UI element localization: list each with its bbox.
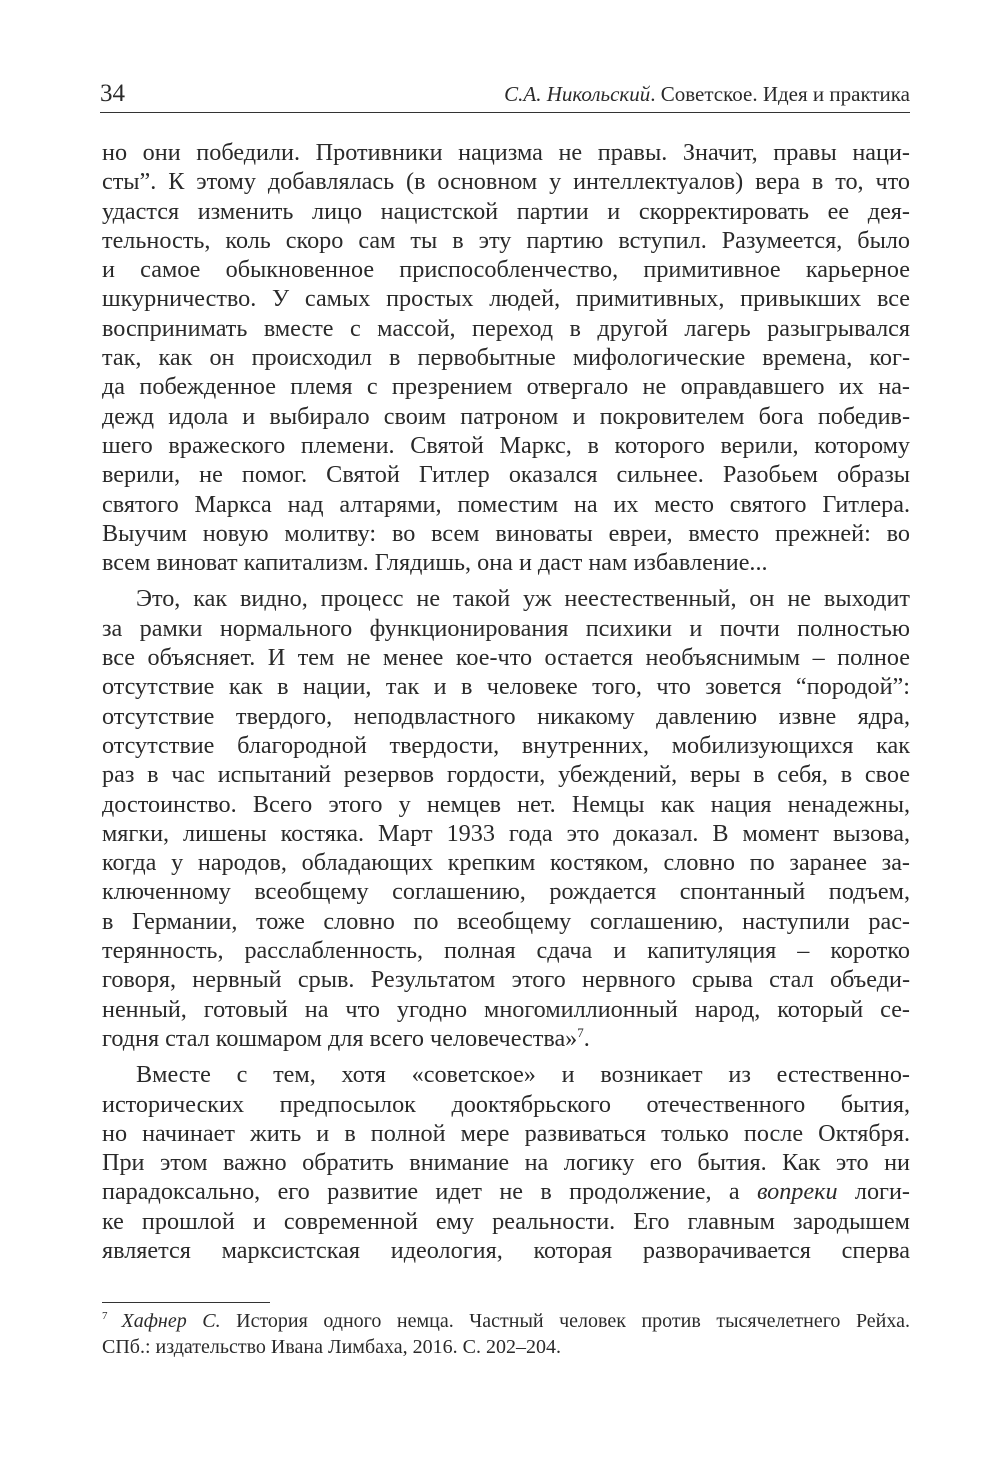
text-segment: парадоксально, его развитие идет не в продолжение, а xyxy=(102,1178,757,1206)
footnote xyxy=(102,1308,910,1360)
text-line: ключенному всеобщему соглашению, рождается спонтанный подъем, xyxy=(102,878,910,906)
body-text xyxy=(102,138,910,1265)
footnote-line xyxy=(102,1308,910,1334)
text-line: раз в час испытаний резервов гордости, убеждений, веры в себя, в свое xyxy=(102,761,910,789)
text-line: за рамки нормального функционирования психики и почти полностью xyxy=(102,614,910,642)
text-line: шкурничество. У самых простых людей, примитивных, привыкших все xyxy=(102,285,910,313)
text-segment: логи- xyxy=(837,1178,910,1206)
text-line: святого Маркса над алтарями, поместим на их место святого Гитлера. xyxy=(102,490,910,518)
text-line: всем виноват капитализм. Глядишь, она и даст нам избавление... xyxy=(102,549,768,577)
text-line: мягки, лишены костяка. Март 1933 года это доказал. В момент вызова, xyxy=(102,819,910,847)
text-line: когда у народов, обладающих крепким костяком, словно по заранее за- xyxy=(102,849,910,877)
text-line: ке прошлой и современной ему реальности. Его главным зародышем xyxy=(102,1207,910,1235)
paragraph-2 xyxy=(102,584,910,1053)
text-line: исторических предпосылок дооктябрьского отечественного бытия, xyxy=(102,1090,910,1118)
text-line: воспринимать вместе с массой, переход в другой лагерь разыгрывался xyxy=(102,314,910,342)
text-line: верили, не помог. Святой Гитлер оказался сильнее. Разобьем образы xyxy=(102,461,910,489)
text-line: тельность, коль скоро сам ты в эту партию вступил. Разумеется, было xyxy=(102,226,910,254)
text-line xyxy=(102,1024,910,1053)
text-line: ненный, готовый на что угодно многомиллионный народ, который се- xyxy=(102,995,910,1023)
text-segment: годня стал кошмаром для всего человечества» xyxy=(102,1024,578,1052)
text-line: Это, как видно, процесс не такой уж неестественный, он не выходит xyxy=(136,585,910,613)
footnote-author: Хафнер С. xyxy=(121,1310,221,1332)
text-line xyxy=(102,1177,910,1206)
text-line: но начинает жить и в полной мере развиваться только после Октября. xyxy=(102,1119,910,1147)
paragraph-3 xyxy=(102,1060,910,1265)
text-line: При этом важно обратить внимание на логику его бытия. Как это ни xyxy=(102,1149,910,1177)
text-line: дежд идола и выбирало своим патроном и покровителем бога победив- xyxy=(102,402,910,430)
text-line: да побежденное племя с презрением отвергало не оправдавшего их на- xyxy=(102,373,910,401)
running-header xyxy=(100,76,910,113)
header-book-title: Советское. Идея и практика xyxy=(660,82,910,106)
book-title xyxy=(504,82,910,107)
text-line: отсутствие благородной твердости, внутренних, мобилизующихся как xyxy=(102,731,910,759)
header-separator: . xyxy=(650,82,661,106)
footnote-reference[interactable]: 7 xyxy=(577,1024,584,1040)
text-line: отсутствие как в нации, так и в человеке того, что зовется “породой”: xyxy=(102,673,910,701)
text-line: но они победили. Противники нацизма не правы. Значит, правы наци- xyxy=(102,139,910,166)
footnote-divider xyxy=(102,1302,270,1303)
text-line: Вместе с тем, хотя «советское» и возникает из естественно- xyxy=(136,1061,910,1089)
text-line: является марксистская идеология, которая разворачивается сперва xyxy=(102,1236,910,1264)
text-line: все объясняет. И тем не менее кое-что остается необъяснимым – полное xyxy=(102,644,910,672)
text-line: говоря, нервный срыв. Результатом этого нервного срыва стал объеди- xyxy=(102,966,910,994)
text-line: Выучим новую молитву: во всем виноваты евреи, вместо прежней: во xyxy=(102,519,910,547)
text-line: так, как он происходил в первобытные мифологические времена, ког- xyxy=(102,344,910,372)
text-line: шего вражеского племени. Святой Маркс, в которого верили, которому xyxy=(102,431,910,459)
text-line: в Германии, тоже словно по всеобщему соглашению, наступили рас- xyxy=(102,907,910,935)
footnote-text: История одного немца. Частный человек против тысячелетнего Рейха. xyxy=(220,1310,910,1332)
emphasis: вопреки xyxy=(756,1178,838,1206)
text-line: отсутствие твердого, неподвластного никакому давлению извне ядра, xyxy=(102,702,910,730)
text-line: терянность, расслабленность, полная сдача и капитуляция – коротко xyxy=(102,937,910,965)
page-number: 34 xyxy=(100,80,125,107)
header-author: С.А. Никольский xyxy=(504,82,651,106)
footnote-marker: 7 xyxy=(102,1310,108,1323)
text-line: достоинство. Всего этого у немцев нет. Немцы как нация ненадежны, xyxy=(102,790,910,818)
paragraph-1 xyxy=(102,138,910,577)
text-segment: . xyxy=(583,1024,590,1052)
text-line: и самое обыкновенное приспособленчество, примитивное карьерное xyxy=(102,256,910,284)
footnote-line: СПб.: издательство Ивана Лимбаха, 2016. С. 202–204. xyxy=(102,1336,561,1358)
text-line: удастся изменить лицо нацистской партии и скорректировать ее дея- xyxy=(102,197,910,225)
text-line: сты”. К этому добавлялась (в основном у интеллектуалов) вера в то, что xyxy=(102,168,910,196)
